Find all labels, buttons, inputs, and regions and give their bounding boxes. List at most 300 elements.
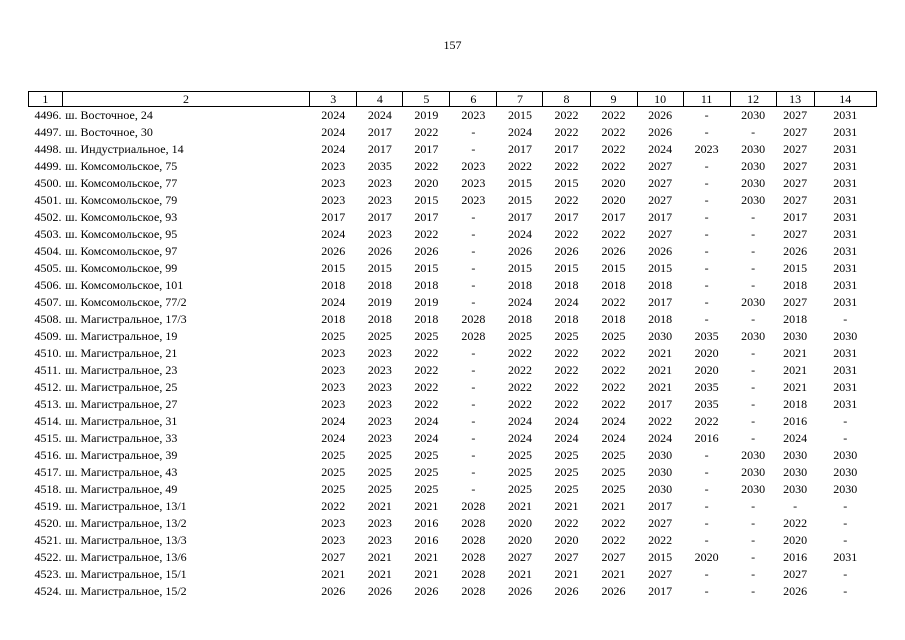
year-cell: 2025: [367, 482, 392, 496]
year-cell: 2024: [601, 414, 626, 428]
year-cell: 2017: [648, 397, 673, 411]
year-cell: 2023: [367, 431, 392, 445]
row-number: 4498.: [34, 142, 62, 156]
year-cell: -: [751, 227, 756, 241]
year-cell: 2026: [367, 584, 392, 598]
column-header: 2: [62, 92, 310, 107]
year-cell: 2022: [601, 516, 626, 530]
year-cell: 2023: [367, 380, 392, 394]
year-cell: 2025: [601, 465, 626, 479]
year-cell: 2022: [507, 346, 532, 360]
table-row: [29, 311, 877, 328]
year-cell: 2024: [507, 125, 532, 139]
year-cell: -: [704, 465, 709, 479]
year-cell: 2031: [833, 261, 858, 275]
year-cell: -: [704, 533, 709, 547]
table-row: [29, 481, 877, 498]
year-cell: 2031: [833, 193, 858, 207]
year-cell: 2030: [741, 448, 766, 462]
address-cell: ш. Комсомольское, 75: [65, 159, 178, 173]
year-cell: -: [751, 414, 756, 428]
year-cell: 2025: [321, 465, 346, 479]
year-cell: 2015: [783, 261, 808, 275]
row-number: 4516.: [34, 448, 62, 462]
year-cell: 2028: [461, 329, 486, 343]
year-cell: 2024: [554, 295, 579, 309]
address-cell: ш. Индустриальное, 14: [65, 142, 184, 156]
year-cell: -: [751, 397, 756, 411]
year-cell: 2027: [648, 567, 673, 581]
year-cell: 2017: [554, 210, 579, 224]
year-cell: 2022: [414, 363, 439, 377]
year-cell: 2027: [783, 193, 808, 207]
row-number: 4510.: [34, 346, 62, 360]
year-cell: -: [704, 244, 709, 258]
row-number: 4515.: [34, 431, 62, 445]
year-cell: 2023: [461, 193, 486, 207]
year-cell: 2026: [414, 584, 439, 598]
year-cell: 2031: [833, 278, 858, 292]
year-cell: 2030: [783, 482, 808, 496]
year-cell: -: [704, 227, 709, 241]
year-cell: -: [471, 363, 476, 377]
year-cell: 2023: [321, 397, 346, 411]
year-cell: -: [704, 125, 709, 139]
table-row: [29, 566, 877, 583]
year-cell: 2019: [414, 108, 439, 122]
year-cell: 2022: [507, 363, 532, 377]
year-cell: -: [471, 244, 476, 258]
year-cell: 2023: [321, 516, 346, 530]
year-cell: 2017: [414, 210, 439, 224]
year-cell: 2031: [833, 346, 858, 360]
address-cell: ш. Магистральное, 27: [65, 397, 178, 411]
year-cell: 2031: [833, 244, 858, 258]
table-row: [29, 447, 877, 464]
year-cell: -: [471, 380, 476, 394]
column-header: 4: [357, 92, 403, 107]
address-cell: ш. Комсомольское, 99: [65, 261, 178, 275]
year-cell: 2018: [601, 312, 626, 326]
year-cell: 2027: [783, 108, 808, 122]
year-cell: -: [704, 295, 709, 309]
year-cell: -: [471, 142, 476, 156]
year-cell: 2022: [783, 516, 808, 530]
year-cell: 2023: [461, 159, 486, 173]
year-cell: -: [704, 516, 709, 530]
year-cell: 2022: [507, 159, 532, 173]
year-cell: 2021: [783, 346, 808, 360]
year-cell: 2021: [648, 346, 673, 360]
year-cell: 2022: [601, 227, 626, 241]
page-number: 157: [443, 38, 462, 52]
year-cell: -: [751, 278, 756, 292]
year-cell: 2026: [507, 244, 532, 258]
year-cell: 2020: [507, 516, 532, 530]
year-cell: 2017: [554, 142, 579, 156]
table-row: [29, 294, 877, 311]
table-row: [29, 498, 877, 515]
year-cell: 2017: [367, 125, 392, 139]
year-cell: 2031: [833, 210, 858, 224]
year-cell: 2027: [783, 142, 808, 156]
year-cell: -: [471, 414, 476, 428]
year-cell: 2021: [414, 499, 439, 513]
table-row: [29, 413, 877, 430]
year-cell: 2018: [507, 278, 532, 292]
year-cell: 2018: [321, 312, 346, 326]
year-cell: 2022: [554, 108, 579, 122]
year-cell: 2018: [414, 312, 439, 326]
year-cell: 2021: [648, 380, 673, 394]
year-cell: 2018: [414, 278, 439, 292]
address-cell: ш. Магистральное, 49: [65, 482, 178, 496]
year-cell: 2019: [414, 295, 439, 309]
year-cell: 2024: [507, 295, 532, 309]
year-cell: 2030: [741, 193, 766, 207]
year-cell: -: [751, 499, 756, 513]
year-cell: -: [471, 482, 476, 496]
year-cell: 2035: [694, 329, 719, 343]
table-row: [29, 260, 877, 277]
year-cell: 2023: [461, 176, 486, 190]
row-number: 4521.: [34, 533, 62, 547]
year-cell: -: [751, 210, 756, 224]
table-row: [29, 175, 877, 192]
year-cell: 2025: [414, 465, 439, 479]
column-header: 14: [814, 92, 876, 107]
year-cell: 2015: [507, 108, 532, 122]
schedule-table: [28, 91, 877, 600]
year-cell: 2021: [367, 499, 392, 513]
year-cell: 2025: [601, 482, 626, 496]
year-cell: 2025: [321, 482, 346, 496]
year-cell: -: [704, 482, 709, 496]
row-number: 4506.: [34, 278, 62, 292]
year-cell: 2026: [648, 125, 673, 139]
year-cell: 2031: [833, 380, 858, 394]
year-cell: 2021: [601, 499, 626, 513]
year-cell: 2021: [321, 567, 346, 581]
year-cell: 2023: [321, 533, 346, 547]
column-header: 9: [590, 92, 637, 107]
year-cell: -: [704, 312, 709, 326]
year-cell: 2023: [321, 363, 346, 377]
year-cell: 2025: [367, 448, 392, 462]
year-cell: 2030: [833, 448, 858, 462]
year-cell: 2015: [648, 261, 673, 275]
year-cell: 2018: [783, 312, 808, 326]
address-cell: ш. Комсомольское, 77/2: [65, 295, 187, 309]
year-cell: 2027: [648, 176, 673, 190]
table-row: [29, 515, 877, 532]
year-cell: 2028: [461, 499, 486, 513]
year-cell: 2024: [414, 431, 439, 445]
year-cell: 2020: [507, 533, 532, 547]
year-cell: 2018: [783, 278, 808, 292]
year-cell: 2031: [833, 227, 858, 241]
row-number: 4511.: [34, 363, 62, 377]
year-cell: 2017: [507, 210, 532, 224]
year-cell: -: [704, 499, 709, 513]
year-cell: 2018: [648, 312, 673, 326]
year-cell: 2022: [601, 533, 626, 547]
year-cell: 2024: [783, 431, 808, 445]
table-row: [29, 532, 877, 549]
year-cell: 2022: [601, 363, 626, 377]
column-header: 10: [637, 92, 683, 107]
year-cell: 2018: [367, 278, 392, 292]
year-cell: 2027: [321, 550, 346, 564]
address-cell: ш. Магистральное, 13/1: [65, 499, 187, 513]
year-cell: 2027: [648, 159, 673, 173]
column-header: 8: [543, 92, 590, 107]
year-cell: 2018: [554, 278, 579, 292]
year-cell: 2023: [694, 142, 719, 156]
year-cell: 2022: [694, 414, 719, 428]
year-cell: 2020: [783, 533, 808, 547]
year-cell: 2016: [414, 516, 439, 530]
year-cell: 2022: [554, 397, 579, 411]
year-cell: 2017: [648, 295, 673, 309]
year-cell: -: [471, 346, 476, 360]
year-cell: 2022: [601, 380, 626, 394]
year-cell: 2025: [554, 482, 579, 496]
year-cell: 2023: [321, 346, 346, 360]
year-cell: 2023: [367, 397, 392, 411]
year-cell: 2024: [367, 108, 392, 122]
year-cell: 2031: [833, 397, 858, 411]
year-cell: 2025: [367, 329, 392, 343]
year-cell: 2030: [648, 465, 673, 479]
year-cell: 2024: [648, 142, 673, 156]
year-cell: -: [843, 499, 848, 513]
year-cell: -: [471, 210, 476, 224]
year-cell: 2015: [554, 261, 579, 275]
year-cell: 2017: [414, 142, 439, 156]
year-cell: 2025: [321, 329, 346, 343]
row-number: 4508.: [34, 312, 62, 326]
column-header: 6: [450, 92, 497, 107]
year-cell: 2022: [414, 125, 439, 139]
year-cell: 2023: [367, 346, 392, 360]
table-row: [29, 362, 877, 379]
year-cell: -: [751, 431, 756, 445]
row-number: 4524.: [34, 584, 62, 598]
year-cell: 2022: [507, 397, 532, 411]
year-cell: 2018: [554, 312, 579, 326]
year-cell: 2026: [783, 584, 808, 598]
year-cell: 2025: [554, 465, 579, 479]
year-cell: -: [471, 465, 476, 479]
year-cell: 2018: [648, 278, 673, 292]
year-cell: -: [471, 125, 476, 139]
year-cell: 2027: [783, 295, 808, 309]
row-number: 4520.: [34, 516, 62, 530]
year-cell: -: [471, 278, 476, 292]
address-cell: ш. Магистральное, 43: [65, 465, 178, 479]
year-cell: 2027: [648, 516, 673, 530]
year-cell: -: [704, 176, 709, 190]
row-number: 4501.: [34, 193, 62, 207]
year-cell: -: [751, 380, 756, 394]
table-row: [29, 226, 877, 243]
year-cell: 2022: [414, 380, 439, 394]
address-cell: ш. Магистральное, 13/2: [65, 516, 187, 530]
year-cell: -: [843, 567, 848, 581]
year-cell: 2021: [648, 363, 673, 377]
row-number: 4519.: [34, 499, 62, 513]
year-cell: -: [471, 397, 476, 411]
year-cell: 2021: [507, 499, 532, 513]
year-cell: 2015: [554, 176, 579, 190]
table-row: [29, 549, 877, 566]
year-cell: -: [843, 431, 848, 445]
address-cell: ш. Магистральное, 33: [65, 431, 178, 445]
year-cell: 2030: [741, 159, 766, 173]
year-cell: 2025: [414, 482, 439, 496]
year-cell: -: [843, 414, 848, 428]
year-cell: 2031: [833, 108, 858, 122]
table-row: [29, 396, 877, 413]
year-cell: 2021: [507, 567, 532, 581]
year-cell: 2027: [783, 176, 808, 190]
year-cell: -: [471, 227, 476, 241]
year-cell: 2023: [367, 533, 392, 547]
year-cell: -: [704, 448, 709, 462]
row-number: 4499.: [34, 159, 62, 173]
year-cell: 2030: [648, 482, 673, 496]
year-cell: 2022: [414, 397, 439, 411]
address-cell: ш. Восточное, 30: [65, 125, 153, 139]
year-cell: 2030: [741, 142, 766, 156]
year-cell: 2025: [554, 448, 579, 462]
address-cell: ш. Комсомольское, 101: [65, 278, 184, 292]
address-cell: ш. Магистральное, 21: [65, 346, 178, 360]
table-row: [29, 464, 877, 481]
year-cell: 2016: [694, 431, 719, 445]
year-cell: 2030: [783, 448, 808, 462]
year-cell: 2022: [414, 159, 439, 173]
year-cell: 2025: [414, 448, 439, 462]
year-cell: 2018: [321, 278, 346, 292]
year-cell: 2022: [414, 346, 439, 360]
row-number: 4502.: [34, 210, 62, 224]
year-cell: 2022: [648, 414, 673, 428]
year-cell: 2023: [367, 227, 392, 241]
year-cell: 2017: [783, 210, 808, 224]
year-cell: 2022: [648, 533, 673, 547]
year-cell: 2020: [694, 550, 719, 564]
year-cell: 2017: [648, 499, 673, 513]
year-cell: 2026: [648, 244, 673, 258]
year-cell: 2023: [321, 380, 346, 394]
year-cell: 2030: [741, 329, 766, 343]
year-cell: 2035: [367, 159, 392, 173]
year-cell: 2027: [507, 550, 532, 564]
year-cell: 2017: [601, 210, 626, 224]
row-number: 4505.: [34, 261, 62, 275]
year-cell: 2031: [833, 176, 858, 190]
year-cell: 2026: [321, 244, 346, 258]
year-cell: -: [751, 244, 756, 258]
year-cell: 2030: [741, 108, 766, 122]
year-cell: 2024: [321, 108, 346, 122]
year-cell: 2022: [554, 380, 579, 394]
year-cell: 2030: [741, 176, 766, 190]
year-cell: 2021: [367, 567, 392, 581]
year-cell: 2030: [833, 465, 858, 479]
row-number: 4518.: [34, 482, 62, 496]
year-cell: 2022: [554, 227, 579, 241]
year-cell: 2023: [367, 516, 392, 530]
year-cell: 2022: [601, 125, 626, 139]
year-cell: 2017: [367, 210, 392, 224]
year-cell: 2017: [648, 584, 673, 598]
year-cell: 2026: [321, 584, 346, 598]
year-cell: 2017: [367, 142, 392, 156]
year-cell: 2021: [414, 567, 439, 581]
column-header: 1: [29, 92, 63, 107]
address-cell: ш. Магистральное, 23: [65, 363, 178, 377]
year-cell: 2022: [601, 397, 626, 411]
year-cell: 2018: [783, 397, 808, 411]
address-cell: ш. Магистральное, 31: [65, 414, 178, 428]
year-cell: 2025: [507, 448, 532, 462]
address-cell: ш. Комсомольское, 95: [65, 227, 178, 241]
year-cell: -: [704, 584, 709, 598]
year-cell: 2026: [367, 244, 392, 258]
year-cell: 2035: [694, 380, 719, 394]
year-cell: 2027: [783, 227, 808, 241]
year-cell: 2017: [507, 142, 532, 156]
year-cell: -: [751, 125, 756, 139]
address-cell: ш. Восточное, 24: [65, 108, 153, 122]
table-row: [29, 379, 877, 396]
year-cell: 2016: [783, 550, 808, 564]
year-cell: 2026: [601, 244, 626, 258]
table-row: [29, 158, 877, 175]
year-cell: 2021: [554, 567, 579, 581]
year-cell: 2021: [783, 363, 808, 377]
year-cell: 2025: [507, 482, 532, 496]
year-cell: 2027: [648, 227, 673, 241]
year-cell: 2022: [554, 159, 579, 173]
column-header: 12: [730, 92, 776, 107]
year-cell: 2023: [367, 193, 392, 207]
year-cell: 2015: [507, 193, 532, 207]
year-cell: 2016: [414, 533, 439, 547]
year-cell: 2027: [783, 159, 808, 173]
year-cell: 2024: [321, 142, 346, 156]
row-number: 4522.: [34, 550, 62, 564]
table-body: [29, 107, 877, 601]
year-cell: 2028: [461, 533, 486, 547]
year-cell: -: [843, 312, 848, 326]
year-cell: -: [751, 516, 756, 530]
year-cell: 2019: [367, 295, 392, 309]
year-cell: 2026: [601, 584, 626, 598]
year-cell: 2022: [554, 193, 579, 207]
year-cell: 2021: [601, 567, 626, 581]
year-cell: 2016: [783, 414, 808, 428]
year-cell: 2020: [601, 193, 626, 207]
table-row: [29, 124, 877, 141]
year-cell: 2026: [783, 244, 808, 258]
year-cell: 2027: [601, 550, 626, 564]
year-cell: 2025: [601, 329, 626, 343]
year-cell: -: [751, 261, 756, 275]
